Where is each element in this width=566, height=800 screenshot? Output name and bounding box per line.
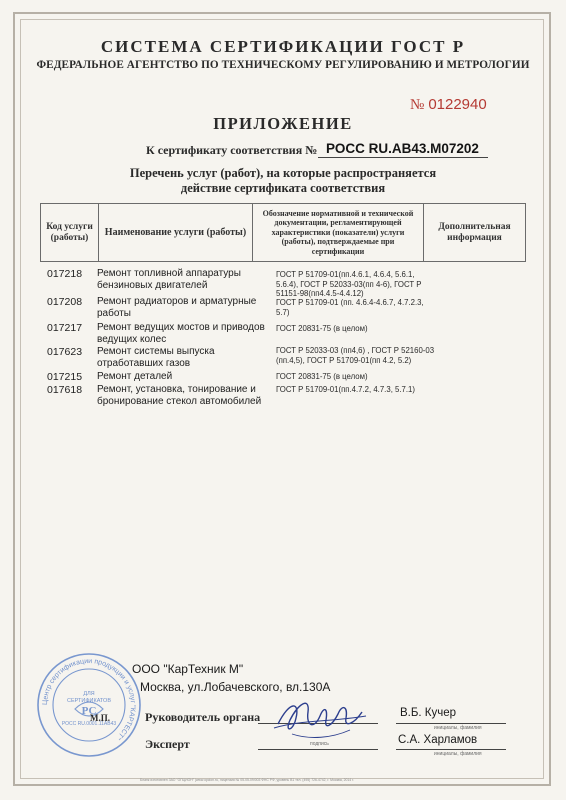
serial-number — [410, 96, 487, 114]
seal-center-text-1: ДЛЯ — [83, 691, 95, 697]
row-standard: ГОСТ 20831-75 (в целом) — [276, 372, 368, 381]
seal-center-text-2: СЕРТИФИКАТОВ — [66, 698, 112, 704]
serial-prefix: № — [410, 97, 425, 113]
list-subtitle-1: Перечень услуг (работ), на которые распространяется — [129, 166, 437, 180]
seal-code-text: РОСС RU.0001.11АВ43 — [61, 721, 117, 727]
serial-value: 0122940 — [428, 96, 487, 113]
row-code: 017618 — [47, 384, 83, 396]
seal-ring-text: Центр сертификации продукции и услуг "КАРТЕСТ" — [41, 657, 137, 741]
row-code: 017217 — [47, 322, 83, 334]
row-standard: ГОСТ Р 51709-01(пп.4.7.2, 4.7.3, 5.7.1) — [276, 385, 415, 394]
header-extra: Дополнительная информация — [438, 221, 511, 243]
row-name: Ремонт радиаторов и арматурные работы — [97, 296, 257, 319]
row-code: 017215 — [47, 371, 83, 383]
expert-label: Эксперт — [145, 737, 190, 751]
row-name: Ремонт, установка, тонирование и бронирование стекол автомобилей — [97, 384, 262, 407]
initials-caption-1: инициалы, фамилия — [434, 725, 482, 731]
head-name: В.Б. Кучер — [400, 707, 457, 719]
row-name: Ремонт ведущих мостов и приводов ведущих колес — [97, 322, 265, 345]
row-standard: ГОСТ 20831-75 (в целом) — [276, 324, 368, 333]
system-title: СИСТЕМА СЕРТИФИКАЦИИ ГОСТ Р — [100, 37, 466, 56]
header-code: Код услуги (работы) — [41, 204, 99, 261]
head-of-body-label: Руководитель органа — [145, 710, 261, 724]
row-code: 017623 — [47, 346, 83, 358]
certificate-number: РОСС RU.AB43.M07202 — [326, 141, 479, 156]
organization-address: Москва, ул.Лобачевского, вл.130А — [140, 680, 331, 694]
stamp-label: М.П. — [90, 713, 110, 723]
row-code: 017218 — [47, 268, 83, 280]
row-name: Ремонт системы выпуска отработавших газов — [97, 346, 215, 369]
certificate-number-underline — [318, 157, 488, 158]
row-standard: ГОСТ Р 52033-03 (пп4,6) , ГОСТ Р 52160-03 (пп.4,5), ГОСТ Р 51709-01(пп 4.2, 5.2) — [276, 346, 435, 365]
services-table-header — [40, 203, 526, 262]
round-seal-stamp — [35, 651, 143, 759]
initials-caption-2: инициалы, фамилия — [434, 751, 482, 757]
row-name: Ремонт топливной аппаратуры бензиновых двигателей — [97, 268, 241, 291]
certificate-label: К сертификату соответствия № — [146, 143, 318, 157]
row-name: Ремонт деталей — [97, 371, 173, 382]
row-code: 017208 — [47, 296, 83, 308]
agency-title: ФЕДЕРАЛЬНОЕ АГЕНТСТВО ПО ТЕХНИЧЕСКОМУ РЕГУЛИРОВАНИЮ И МЕТРОЛОГИИ — [36, 59, 530, 71]
row-standard: ГОСТ Р 51709-01 (пп. 4.6.4-4.6.7, 4.7.2.3, 5.7) — [276, 298, 424, 317]
organization-name: ООО "КарТехник М" — [132, 662, 244, 676]
header-name: Наименование услуги (работы) — [99, 204, 253, 261]
document-title: ПРИЛОЖЕНИЕ — [213, 114, 353, 133]
header-standard: Обозначение нормативной и технической документации, регламентирующей характеристики (показатели) услуги (работы), подтверждаемые при сертификации — [253, 204, 424, 261]
svg-text:РС: РС — [81, 705, 97, 717]
row-standard: ГОСТ Р 51709-01(пп.4.6.1, 4.6.4, 5.6.1, 5.6.4), ГОСТ Р 52033-03(пп 4-6), ГОСТ Р 51151-98(пп4.4.5-4.4.12) — [276, 270, 422, 298]
expert-name-line — [396, 749, 506, 750]
head-name-line — [396, 723, 506, 724]
list-subtitle-2: действие сертификата соответствия — [180, 181, 386, 195]
expert-name: С.А. Харламов — [398, 734, 478, 746]
signature-caption: подпись — [310, 741, 329, 747]
print-info: Бланк изготовлен ЗАО "ОПЦИОН" (www.opcion.ru, лицензия № 05-05-09/003 ФНС РФ, уровень В1 тел. (495) 726-4742, г. Москва, 2014 г. — [140, 778, 354, 782]
